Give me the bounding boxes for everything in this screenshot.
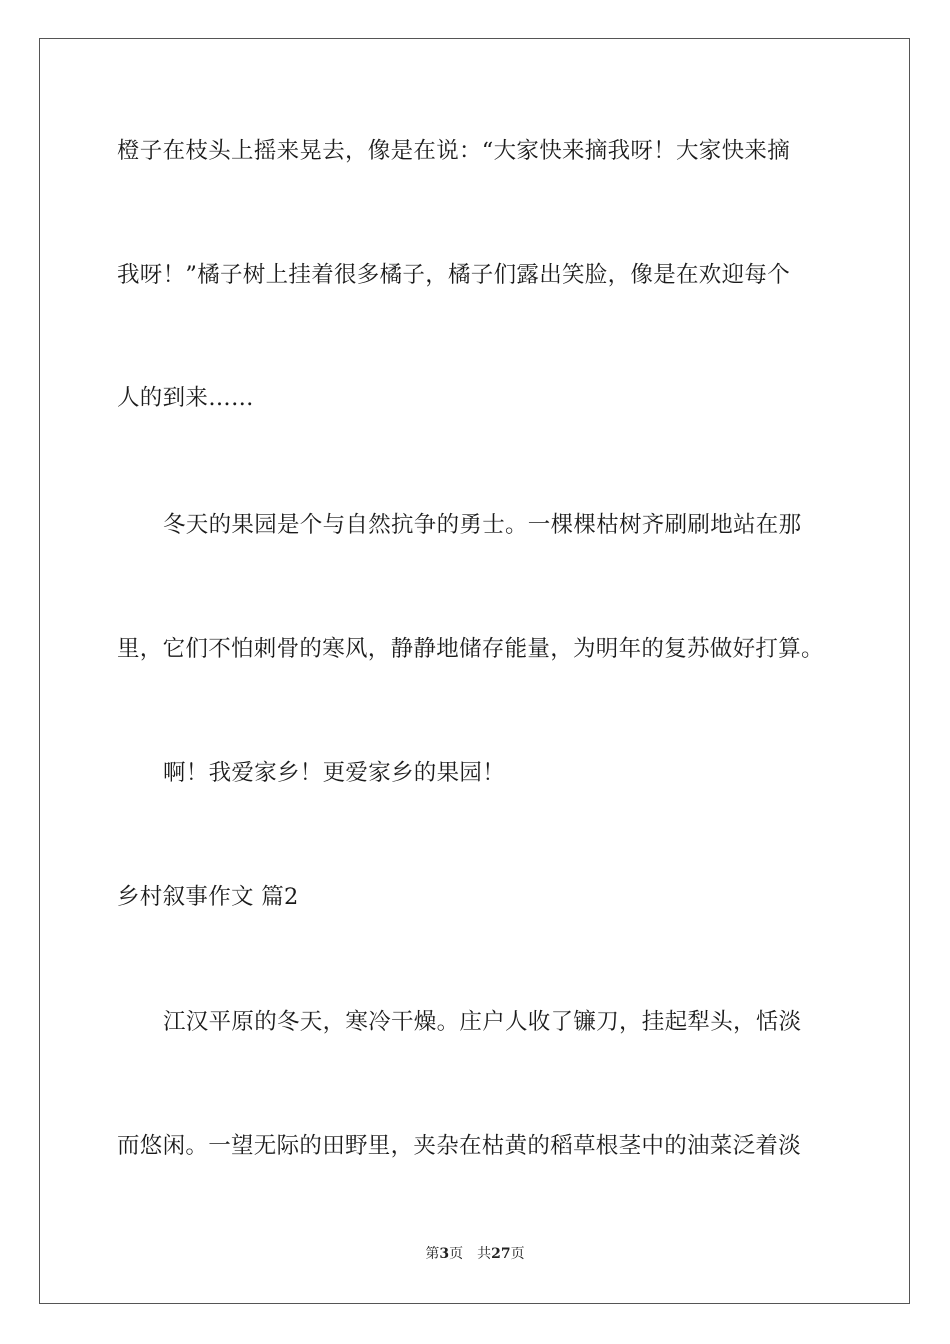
page-footer xyxy=(0,1245,950,1263)
footer-total-pages: 27 xyxy=(491,1246,511,1262)
text-line-5: 里，它们不怕刺骨的寒风，静静地储存能量，为明年的复苏做好打算。 xyxy=(117,636,824,662)
footer-prefix: 第 xyxy=(425,1246,440,1262)
footer-total-unit: 页 xyxy=(510,1246,525,1262)
section-heading: 乡村叙事作文 篇2 xyxy=(117,884,299,910)
text-line-9: 而悠闲。一望无际的田野里，夹杂在枯黄的稻草根茎中的油菜泛着淡 xyxy=(117,1133,802,1159)
text-line-4: 冬天的果园是个与自然抗争的勇士。一棵棵枯树齐刷刷地站在那 xyxy=(163,512,802,538)
footer-current-page: 3 xyxy=(439,1246,450,1262)
footer-page-unit: 页 xyxy=(449,1246,464,1262)
text-line-6: 啊！我爱家乡！更爱家乡的果园！ xyxy=(163,760,506,786)
footer-total-prefix: 共 xyxy=(477,1246,492,1262)
page-frame xyxy=(39,38,910,1304)
text-line-8: 江汉平原的冬天，寒冷干燥。庄户人收了镰刀，挂起犁头，恬淡 xyxy=(163,1009,802,1035)
text-line-2: 我呀！”橘子树上挂着很多橘子，橘子们露出笑脸，像是在欢迎每个 xyxy=(117,262,791,288)
text-line-1: 橙子在枝头上摇来晃去，像是在说：“大家快来摘我呀！大家快来摘 xyxy=(117,138,791,164)
text-line-3: 人的到来…… xyxy=(117,385,254,411)
